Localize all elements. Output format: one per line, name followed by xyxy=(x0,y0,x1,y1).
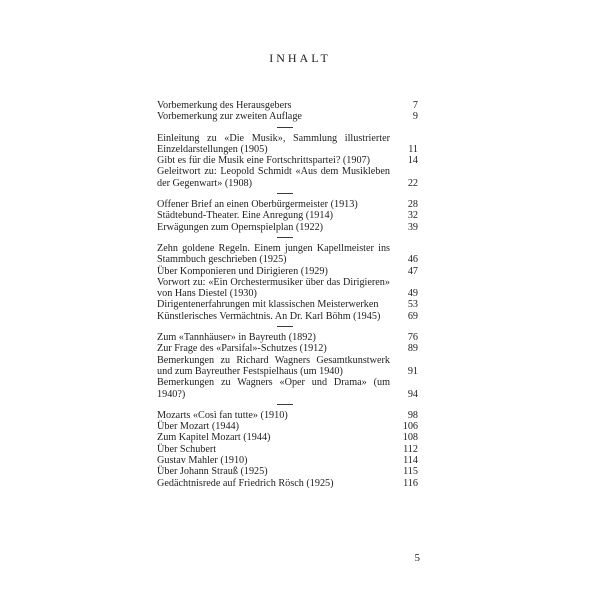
toc-entry-page: 106 xyxy=(402,421,418,433)
toc-entry xyxy=(157,210,418,221)
toc-entry-page: 69 xyxy=(407,310,418,322)
toc-entry xyxy=(157,455,418,466)
toc-entry-page: 53 xyxy=(407,299,418,311)
toc-entry-page: 14 xyxy=(407,155,418,167)
toc-entry xyxy=(157,343,418,354)
toc-entry xyxy=(157,266,418,277)
toc-entry-title: Vorbemerkung des Herausgebers xyxy=(157,100,292,111)
toc-entry-title: Städtebund-Theater. Eine Anregung (1914) xyxy=(157,210,333,222)
toc-entry xyxy=(157,155,418,166)
section-divider xyxy=(152,322,418,332)
toc-entry-page: 22 xyxy=(407,177,418,189)
section-divider xyxy=(152,400,418,410)
toc-entry-title: Dirigentenerfahrungen mit klassischen Meisterwerken xyxy=(157,299,379,311)
toc-entry-title: Gustav Mahler (1910) xyxy=(157,455,248,467)
toc-entry xyxy=(157,444,418,455)
toc-entry-page: 76 xyxy=(407,332,418,344)
toc-entry xyxy=(157,100,418,111)
toc-entry-page: 89 xyxy=(407,343,418,355)
toc-entry-page: 46 xyxy=(407,254,418,266)
toc-entry-page: 108 xyxy=(402,432,418,444)
toc-entry xyxy=(157,332,418,343)
toc-entry xyxy=(157,299,418,310)
toc-entry-page: 11 xyxy=(408,143,418,155)
toc-entry-page: 28 xyxy=(407,199,418,211)
toc-entry-title: Zur Frage des «Parsifal»-Schutzes (1912) xyxy=(157,343,327,355)
table-of-contents xyxy=(157,100,418,489)
toc-entry xyxy=(157,277,418,300)
page-title: INHALT xyxy=(269,51,331,65)
section-divider xyxy=(152,123,418,133)
toc-entry-page: 115 xyxy=(403,466,418,478)
section-divider xyxy=(152,189,418,199)
toc-entry-title: Vorbemerkung zur zweiten Auflage xyxy=(157,111,302,123)
toc-entry-page: 112 xyxy=(403,443,418,455)
toc-entry-title: Vorwort zu: «Ein Orchestermusiker über das Dirigieren» von Hans Diestel (1930) xyxy=(157,276,390,300)
toc-entry-title: Einleitung zu «Die Musik», Sammlung illustrierter Einzeldarstellungen (1905) xyxy=(157,132,390,155)
toc-entry xyxy=(157,410,418,421)
toc-entry xyxy=(157,311,418,322)
toc-entry-page: 116 xyxy=(403,477,418,489)
toc-entry-title: Bemerkungen zu Richard Wagners Gesamtkunstwerk und zum Bayreuther Festspielhaus (um 1940) xyxy=(157,354,390,377)
toc-entry xyxy=(157,199,418,210)
toc-entry xyxy=(157,432,418,443)
toc-entry-page: 94 xyxy=(407,388,418,400)
toc-entry-title: Zum «Tannhäuser» in Bayreuth (1892) xyxy=(157,332,316,344)
toc-entry-title: Offener Brief an einen Oberbürgermeister (1913) xyxy=(157,199,358,211)
page-number: 5 xyxy=(414,552,420,564)
toc-entry-page: 114 xyxy=(403,455,418,467)
toc-entry-page: 32 xyxy=(407,210,418,222)
toc-entry-title: Über Mozart (1944) xyxy=(157,421,240,433)
section-divider xyxy=(152,233,418,243)
toc-entry-title: Über Schubert xyxy=(157,443,217,455)
toc-entry-page: 9 xyxy=(412,111,418,123)
toc-entry-title: Über Johann Strauß (1925) xyxy=(157,466,268,478)
toc-entry-page: 39 xyxy=(407,221,418,233)
toc-entry-title: Erwägungen zum Opernspielplan (1922) xyxy=(157,221,324,233)
toc-entry-title: Zum Kapitel Mozart (1944) xyxy=(157,432,271,444)
toc-entry-title: Mozarts «Così fan tutte» (1910) xyxy=(157,409,288,421)
toc-entry xyxy=(157,133,418,156)
toc-entry-title: Über Komponieren und Dirigieren (1929) xyxy=(157,265,328,277)
toc-entry-title: Gibt es für die Musik eine Fortschrittspartei? (1907) xyxy=(157,155,371,167)
toc-entry-title: Geleitwort zu: Leopold Schmidt «Aus dem Musikleben der Gegenwart» (1908) xyxy=(157,166,390,189)
toc-entry-page: 91 xyxy=(407,365,418,377)
toc-entry-title: Bemerkungen zu Wagners «Oper und Drama» (um 1940?) xyxy=(157,377,390,400)
toc-entry xyxy=(157,377,418,400)
toc-entry-page: 7 xyxy=(412,100,418,111)
toc-entry xyxy=(157,355,418,378)
toc-entry xyxy=(157,243,418,266)
toc-entry-page: 49 xyxy=(407,288,418,300)
toc-entry xyxy=(157,222,418,233)
toc-entry-title: Künstlerisches Vermächtnis. An Dr. Karl Böhm (1945) xyxy=(157,310,381,322)
toc-entry-title: Gedächtnisrede auf Friedrich Rösch (1925) xyxy=(157,477,334,489)
toc-entry xyxy=(157,166,418,189)
toc-entry xyxy=(157,421,418,432)
toc-entry-page: 47 xyxy=(407,265,418,277)
toc-entry-title: Zehn goldene Regeln. Einem jungen Kapellmeister ins Stammbuch geschrieben (1925) xyxy=(157,242,390,266)
toc-entry xyxy=(157,466,418,477)
toc-entry xyxy=(157,478,418,489)
toc-entry-page: 98 xyxy=(407,409,418,421)
toc-entry xyxy=(157,111,418,122)
